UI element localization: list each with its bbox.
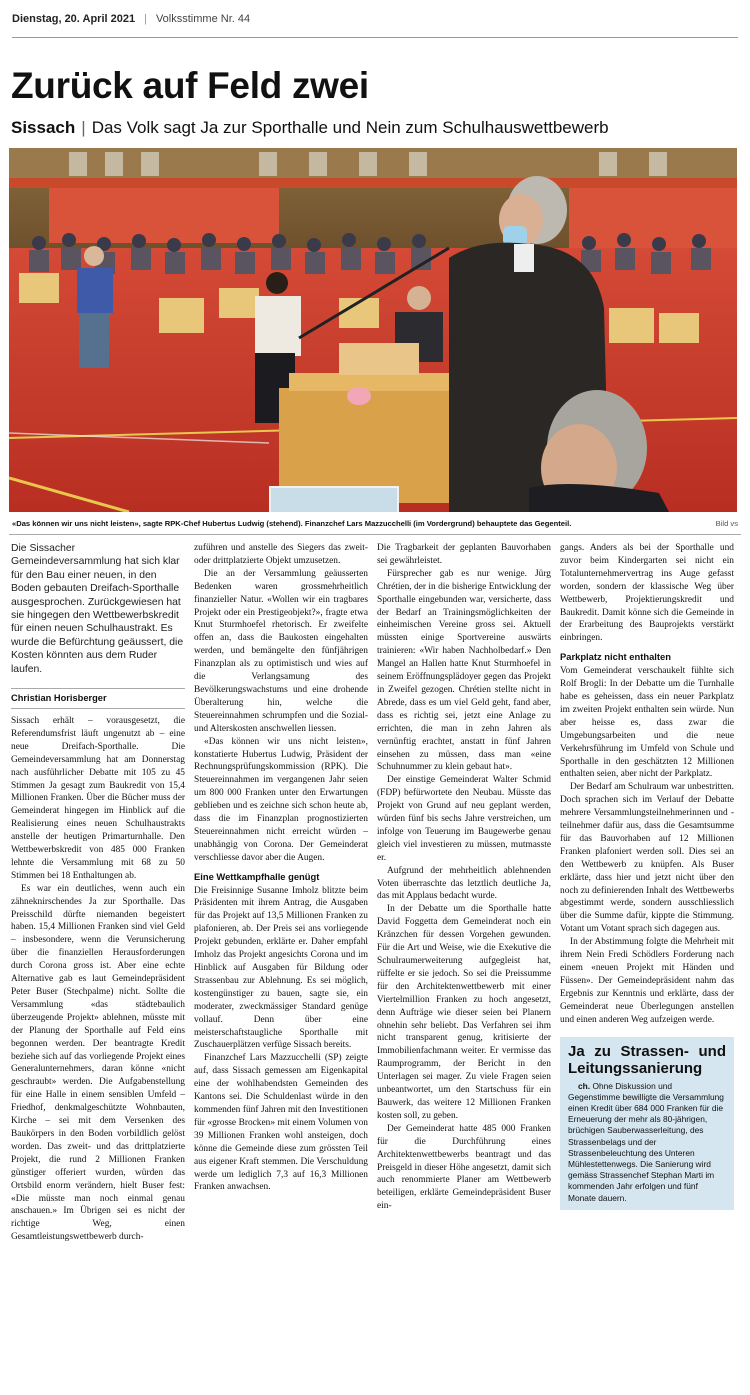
info-box-title: Ja zu Strassen- und Leitungssanierung	[568, 1042, 726, 1077]
info-box	[560, 1037, 734, 1210]
paragraph: Der einstige Gemeinderat Walter Schmid (FDP) befürwortete den Neubau. Müsste das Projekt von Grund auf neu geplant werden, würden fünf bis sechs Jahre verstreichen, um infolge von Teuerung im Baugewerbe genau gleich viel investieren zu müssen, mutmasste er.	[377, 775, 551, 863]
paragraph: Es war ein deutliches, wenn auch ein zähneknirschendes Ja zur Sporthalle. Das Preisschild dürfte niemanden begeistert haben. 15,4 Millionen Franken sind viel Geld – insbesondere, wenn die Verunsicherung über die finanziellen Herausforderungen durch Corona gross ist. Aber eine echte Alternative gab es laut Gemeindepräsident Peter Buser (Stechpalme) nicht. Sollte die Versammlung «das städtebaulich überzeugende Projekt» ablehnen, müsste mit der Planung der Sporthalle auf Feld eins begonnen werden. Der beantragte Kredit beziehe sich auf das vorliegende Projekt eines Generalunternehmers, daran könne «nicht geschraubt» werden. Die Aufgabenstellung für eine Halle in einem sensiblen Umfeld – Friedhof, denkmalgeschützte Wohnbauten, Kirche – sei mit dem Versenken des Baukörpers in den Boden vorbildlich gelöst worden. Das zweit- und das drittplatzierte Projekt, die rund 2 Millionen Franken günstiger offeriert wurden, würden das Ortsbild enorm verändern, hielt Buser fest: «Die müsste man noch einmal genau anschauen.» Im Übrigen sei es nicht der richtige Weg, einen Gesamtleistungswettbewerb durch-	[11, 883, 185, 1243]
paragraph: Finanzchef Lars Mazzucchelli (SP) zeigte auf, dass Sissach gemessen am Eigenkapital eine der wohlhabendsten Gemeinden des Kantons sei. Die Schuldenlast würde in den kommenden fünf Jahren mit den Investitionen für «grosse Brocken» mit einem Volumen von 39 Millionen Franken wohl ansteigen, doch könne die Gemeinde diese zum grössten Teil aus eigener Kraft stemmen. Die Verschuldung werde um lediglich 7,3 auf 16,3 Millionen Franken anwachsen.	[194, 1053, 368, 1193]
author-initials: ch.	[578, 1080, 591, 1091]
article-body	[9, 542, 741, 1244]
column-3	[377, 542, 551, 1244]
column-2	[194, 542, 368, 1244]
paragraph: «Das können wir uns nicht leisten», konstatierte Hubertus Ludwig, Präsident der Rechnungsprüfungskommission (RPK). Die Steuereinnahmen im vergangenen Jahr seien um 800 000 Franken unter den Erwartungen geblieben und es zeichne sich schon heute ab, dass die im Finanzplan prognostizierten Steuereinnahmen nicht erreicht würden – unabhängig von Corona. Der Gemeinderat verschliesse davor aber die Augen.	[194, 736, 368, 863]
paragraph: gangs. Anders als bei der Sporthalle und zuvor beim Kindergarten sei nicht ein Totalunternehmervertrag ins Auge gefasst worden, sondern der klassische Weg über Wettbewerb, Projektierungskredit und Baukredit. Damit könne sich die Gemeinde in der Erarbeitung des Bauprojekts verstärkt einbringen.	[560, 543, 734, 644]
article-subtitle	[11, 118, 741, 138]
caption-text: «Das können wir uns nicht leisten», sagte RPK-Chef Hubertus Ludwig (stehend). Finanzchef Lars Mazzucchelli (im Vordergrund) behauptete das Gegenteil.	[12, 519, 572, 528]
author-byline: Christian Horisberger	[11, 688, 185, 709]
paragraph: Der Gemeinderat hatte 485 000 Franken für die Durchführung eines Architektenwettbewerbs beantragt und das Preisgeld in dieser Höhe angesetzt, damit sich auch renommierte Planer am Wettbewerb beteiligen, erklärte Gemeindepräsident Buser ein-	[377, 1123, 551, 1212]
paragraph: Die Tragbarkeit der geplanten Bauvorhaben sei gewährleistet.	[377, 543, 551, 566]
section-heading: Eine Wettkampfhalle genügt	[194, 870, 320, 882]
article-photo	[9, 148, 737, 512]
photo-credit: Bild vs	[715, 519, 738, 528]
article-title: Zurück auf Feld zwei	[11, 65, 369, 106]
photo-caption	[9, 519, 741, 535]
column-4	[560, 542, 734, 1244]
paragraph: Die Freisinnige Susanne Imholz blitzte beim Präsidenten mit ihrem Antrag, die Ausgaben für das Projekt auf 13,5 Millionen Franken zu plafonieren, ab. Der Preis sei ans vorliegende Projekt gebunden, erklärte er. Daher empfahl Imholz das Projekt angesichts Corona und im Hinblick auf Ausgaben für Bildung oder Strassenbau zur Ablehnung. Es sei möglich, kostengünstiger zu bauen, sagte sie, ein moderater, zweckmässiger Standard genüge vollauf. Denn über eine meisterschaftstaugliche Sporthalle mit Zuschauerplätzen verfüge Sissach bereits.	[194, 885, 368, 1051]
paragraph: Der Bedarf am Schulraum war unbestritten. Doch sprachen sich im Verlauf der Debatte mehrere Versammlungsteilnehmerinnen und -teilnehmer dafür aus, dass die Gesamtsumme für das Bauvorhaben auf 12 Millionen Franken plafoniert werden soll. Dies sei an den Wettbewerb zu knüpfen. Als Buser erklärte, dass hier und jetzt nicht über den noch zu definierenden Inhalt des Wettbewerbs abgestimmt werde, sondern ausschliesslich über die Summe dafür, kippte die Stimmung. Votant um Votant sprach sich dagegen aus.	[560, 782, 735, 935]
page-header	[12, 0, 738, 38]
paragraph: Vom Gemeinderat verschaukelt fühlte sich Rolf Brogli: In der Debatte um die Turnhalle habe es geheissen, dass ein neuer Parkplatz im zweiten Projekt enthalten sein würde. Nun aber heisse es, dass zwar die Umgebungsarbeiten und die neue Verkehrsführung im Umfeld von Schule und Sporthalle in den geschätzten 12 Millionen enthalten seien, aber nicht der Parkplatz.	[560, 666, 734, 780]
paragraph: In der Abstimmung folgte die Mehrheit mit ihrem Nein Fredi Schödlers Forderung nach einem «neuen Projekt mit Händen und Füssen». Der Gemeindepräsident nahm das Ergebnis zur Kenntnis und erklärte, dass der Gemeinderat neue Überlegungen anstellen und einen anderen Weg aufzeigen werde.	[560, 937, 734, 1025]
assembly-hall-photo	[9, 148, 737, 512]
paragraph: In der Debatte um die Sporthalle hatte David Foggetta dem Gemeinderat noch ein Kränzchen für dessen Vorgehen gewunden. Für die Art und Weise, wie die Exekutive die Schulraumerweiterung aufgegleist hat, rüffelte er sie jedoch. So sei die Preissumme für den Architektenwettbewerb mit einer Viertelmillion Franken zu hoch angesetzt, denn Aufträge wie dieser seien bei Planern ohnehin sehr beliebt. Das Verfahren sei ihm nicht transparent genug, kritisierte der Immobilienfachmann weiter. Er vermisse das Raumprogramm, der Bericht in den Unterlagen sei mager. Zu viele Fragen seien unbeantwortet, um den Startschuss für ein Bauwerk, das weitere 12 Millionen Franken kosten soll, zu geben.	[377, 904, 551, 1121]
subtitle-text: Das Volk sagt Ja zur Sporthalle und Nein zum Schulhauswettbewerb	[91, 118, 609, 137]
paragraph: zuführen und anstelle des Siegers das zweit- oder drittplatzierte Objekt umzusetzen.	[194, 543, 368, 566]
issue-date: Dienstag, 20. April 2021	[12, 12, 136, 25]
paragraph: Fürsprecher gab es nur wenige. Jürg Chrétien, der in die bisherige Entwicklung der Sporthalle eingebunden war, versicherte, dass der Bedarf an Trainingsmöglichkeiten der einheimischen Vereine gross sei. Aktuell müssten einige Sportvereine auswärts trainieren: «Wir haben Nachholbedarf.» Den Mangel an Hallen hatte Knut Sturmhoefel in seinem Eröffnungsplädoyer gegen das Projekt in Zweifel gezogen. Chrétien stellte nicht in Abrede, dass es um viel Geld geht, fand aber, dass es richtig sei, jetzt eine Anlage zu errichten, die man in zehn Jahren als vernünftig erachtet, anstatt in fünf Jahren einsehen zu müssen, dass man «eine Schuhnummer zu klein gebaut hat».	[377, 568, 551, 773]
paragraph: Aufgrund der mehrheitlich ablehnenden Voten überraschte das letztlich deutliche Ja, das mit Applaus bedacht wurde.	[377, 865, 551, 902]
subtitle-separator: |	[81, 118, 86, 137]
dateline-place: Sissach	[11, 118, 76, 137]
info-box-body: Ohne Diskussion und Gegenstimme bewilligte die Versammlung einen Kredit über 684 000 Franken für die Erneuerung der mehr als 80-jährigen, brüchigen Sauberwasserleitung, des Strassenbelags und der Strassenbeleuchtung des Unteren Mühlestettenwegs. Die Sanierung wird gemäss Strassenchef Stephan Marti im kommenden Jahr erfolgen und fünf Monate dauern.	[568, 1080, 724, 1203]
paragraph: Sissach erhält – vorausgesetzt, die Referendumsfrist läuft ungenutzt ab – eine neue Dreifach-Sporthalle. Die Gemeindeversammlung hat am Donnerstag nach ausführlicher Debatte mit 105 zu 45 Stimmen Ja gesagt zum Baukredit von 15,4 Millionen Franken. Über die Bücher muss der Gemeinderat hingegen im Hinblick auf die Realisierung eines neuen Schulhaustrakts anstelle der heutigen Primarturnhalle. Den Wettbewerbskredit von 485 000 Franken lehnte die Versammlung mit 68 zu 50 Stimmen bei 18 Enthaltungen ab.	[11, 715, 185, 881]
issue-number: Volksstimme Nr. 44	[155, 12, 251, 25]
paragraph: Die an der Versammlung geäusserten Bedenken waren grossmehrheitlich finanzieller Natur. «Wollen wir ein tragbares Projekt oder ein Prestigeobjekt?», fragte etwa Knut Sturmhoefel rhetorisch. Er zweifelte offen an, dass die Baukosten eingehalten werden, und bemängelte den fünfjährigen Finanzplan als zu optimistisch und wies auf die Verlangsamung des Bevölkerungswachstums und eine drohende Überalterung hin, welche die Steuereinnahmen schrumpfen und die Sozial- und Alterskosten anschwellen liessen.	[194, 568, 368, 734]
section-heading: Parkplatz nicht enthalten	[560, 651, 671, 663]
info-box-text	[568, 1081, 726, 1204]
article-lead: Die Sissacher Gemeindeversammlung hat sich klar für den Bau einer neuen, in den Boden gebauten Dreifach-Sporthalle ausgesprochen. Zurückgewiesen hat sie hingegen den Wettbewerbskredit für einen neuen Schulhaustrakt. Es wurde die Befürchtung geäussert, die Kosten könnten aus dem Ruder laufen.	[11, 543, 184, 675]
header-separator: |	[144, 12, 147, 25]
column-1	[11, 542, 185, 1244]
